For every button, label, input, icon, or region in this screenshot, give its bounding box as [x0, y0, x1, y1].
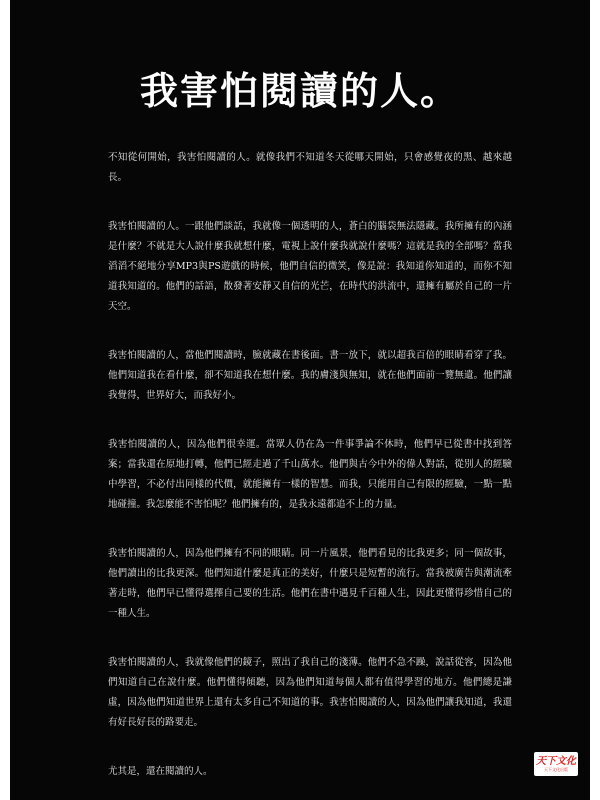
poster-body: [108, 148, 512, 782]
body-paragraph: 我害怕閱讀的人。一跟他們談話，我就像一個透明的人，蒼白的腦袋無法隱藏。我所擁有的內涵是什麼？不就是大人說什麼我就想什麼，電視上說什麼我就說什麼嗎？這就是我的全部嗎？當我滔滔不絕地分享MP3與PS遊戲的時候，他們自信的微笑，像是說：我知道你知道的，而你不知道我知道的。他們的話語，散發著安靜又自信的光芒，在時代的洪流中，還擁有屬於自己的一片天空。: [108, 221, 512, 312]
body-paragraph: 我害怕閱讀的人，因為他們很幸運。當眾人仍在為一件事爭論不休時，他們早已從書中找到答案；當我還在原地打轉，他們已經走過了千山萬水。他們與古今中外的偉人對話，從別人的經驗中學習，不必付出同樣的代價，就能擁有一樣的智慧。而我，只能用自己有限的經驗，一點一點地碰撞。我怎麼能不害怕呢？他們擁有的，是我永遠都追不上的力量。: [108, 439, 512, 510]
body-paragraph: 我害怕閱讀的人，我就像他們的鏡子，照出了我自己的淺薄。他們不急不躁，說話從容，因為他們知道自己在說什麼。他們懂得傾聽，因為他們知道每個人都有值得學習的地方。他們總是謙虛，因為他們知道世界上還有太多自己不知道的事。我害怕閱讀的人，因為他們讓我知道，我還有好長好長的路要走。: [108, 657, 512, 728]
poster-title: 我害怕閱讀的人。: [139, 68, 460, 113]
publisher-logo-text: 天下文化: [536, 756, 576, 767]
body-paragraph: 不知從何開始，我害怕閱讀的人。就像我們不知道冬天從哪天開始，只會感覺夜的黑、越來越長。: [108, 152, 512, 183]
publisher-logo: [534, 752, 578, 776]
publisher-logo-subtext: 天下文化出版: [544, 767, 568, 772]
closing-line: 尤其是，還在閱讀的人。: [108, 766, 213, 777]
body-paragraph: 我害怕閱讀的人，因為他們擁有不同的眼睛。同一片風景，他們看見的比我更多；同一個故事，他們讀出的比我更深。他們知道什麼是真正的美好，什麼只是短暫的流行。當我被廣告與潮流牽著走時，他們早已懂得選擇自己要的生活。他們在書中遇見千百種人生，因此更懂得珍惜自己的一種人生。: [108, 548, 512, 619]
body-paragraph: 我害怕閱讀的人，當他們閱讀時，臉就藏在書後面。書一放下，就以超我百倍的眼睛看穿了我。他們知道我在看什麼，卻不知道我在想什麼。我的膚淺與無知，就在他們面前一覽無遺。他們讓我覺得，世界好大，而我好小。: [108, 350, 512, 401]
ad-poster: [10, 0, 590, 800]
